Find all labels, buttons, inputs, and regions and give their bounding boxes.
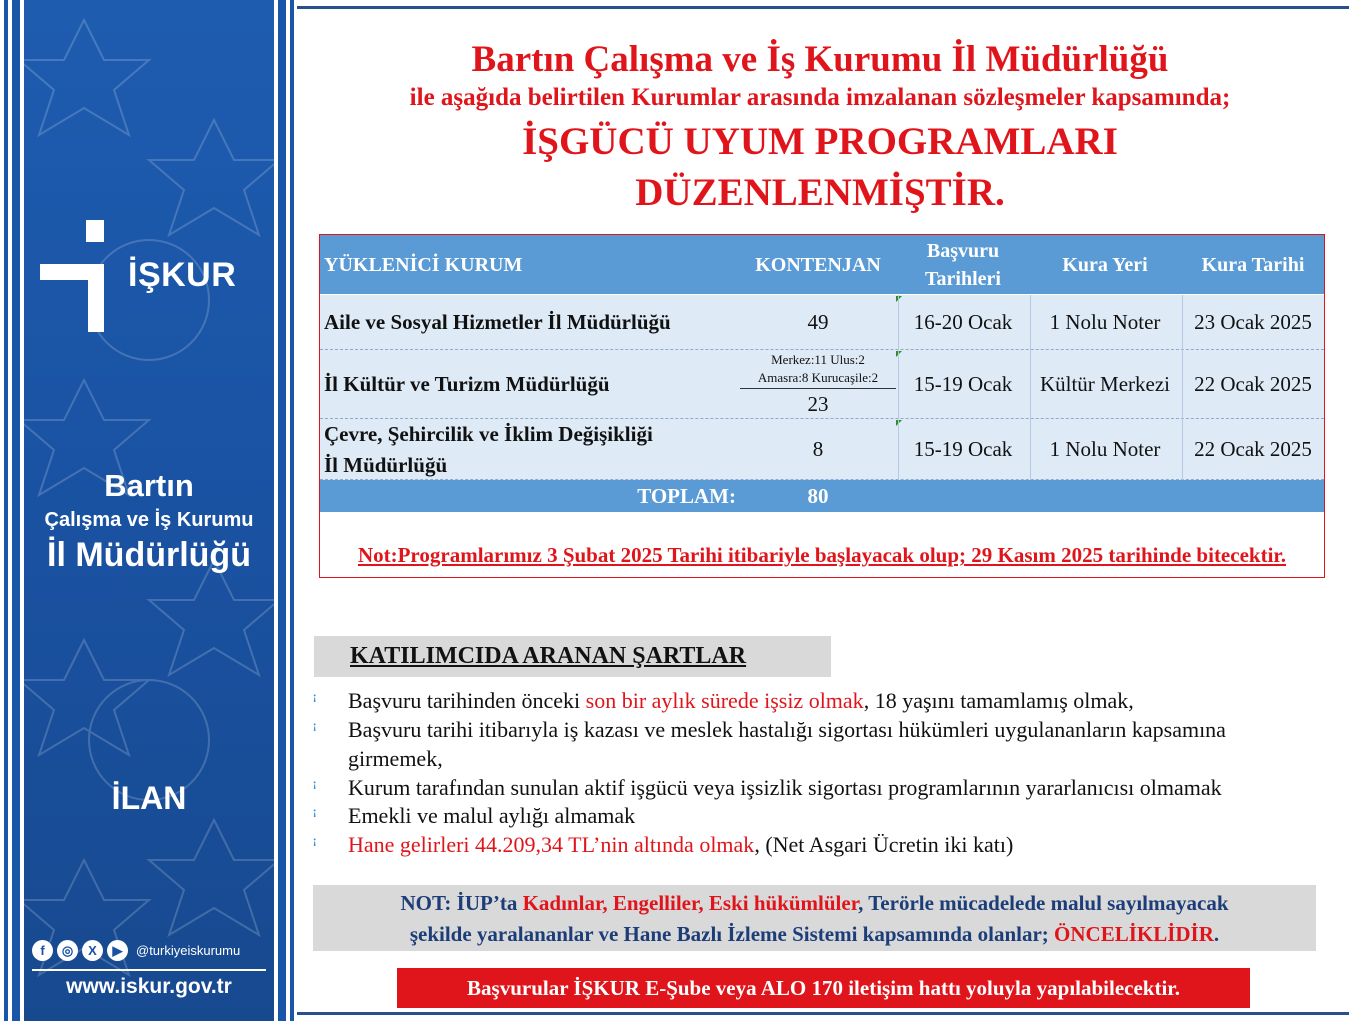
column-divider [1182,295,1183,480]
note-highlight: Kadınlar, Engelliler, Eski hükümlüler [522,891,859,915]
note-text: şekilde yaralananlar ve Hane Bazlı İzleme Sistemi kapsamında olanlar; [409,922,1055,946]
bullet-icon: ꜟ [312,721,318,738]
sidebar-ilan-label: İLAN [111,780,187,816]
note-text: . [1213,922,1220,946]
condition-highlight: Hane gelirleri 44.209,34 TL’nin altında olmak [348,832,755,857]
header-institution: Bartın Çalışma ve İş Kurumu İl Müdürlüğü [471,39,1169,80]
bullet-icon: ꜟ [312,836,318,853]
application-banner: Başvurular İŞKUR E-Şube veya ALO 170 iletişim hattı yoluyla yapılabilecektir. [397,968,1250,1008]
sidebar-title-institution: Çalışma ve İş Kurumu [44,509,254,531]
social-handle[interactable]: @turkiyeiskurumu [136,943,241,958]
sidebar-panel [24,0,274,1021]
sidebar-stripe [278,0,286,1021]
priority-note [313,885,1316,951]
cell-kurum-line: İl Müdürlüğü [324,452,448,477]
cell-kura-yeri: 1 Nolu Noter [1049,437,1161,461]
iskur-logo [40,218,270,336]
program-table [319,234,1325,578]
website-link[interactable]: www.iskur.gov.tr [66,975,232,998]
condition-item: Emekli ve malul aylığı almamak [348,803,636,828]
cell-kontenjan: 8 [812,437,824,461]
cell-kontenjan-detail: Merkez:11 Ulus:2 [771,352,865,367]
sidebar-stripe [4,0,8,1021]
cell-kontenjan-detail: Amasra:8 Kurucaşile:2 [757,370,879,385]
table-row [320,419,1324,480]
condition-item: Başvuru tarihi itibarıyla iş kazası ve meslek hastalığı sigortası hükümleri uygulananların kapsamına [348,717,1226,742]
condition-text: Başvuru tarihinden önceki [348,688,586,713]
cell-kurum [324,419,744,480]
cell-kontenjan: 49 [807,310,829,334]
header-program-title-2: DÜZENLENMİŞTİR. [635,171,1005,214]
iskur-logo-mark [40,218,130,336]
bullet-icon: ꜟ [312,692,318,709]
condition-item: Kurum tarafından sunulan aktif işgücü veya işsizlik sigortası programlarının yararlanıcısı olmamak [348,775,1222,800]
condition-item [348,832,1013,858]
cell-kura-yeri: Kültür Merkezi [1039,372,1171,396]
frame-bottom-border [297,1012,1349,1015]
x-icon[interactable]: X [82,940,103,961]
total-value: 80 [807,483,829,508]
header-program-title: İŞGÜCÜ UYUM PROGRAMLARI [522,120,1118,163]
column-divider [1030,295,1031,480]
cell-kurum: İl Kültür ve Turizm Müdürlüğü [324,372,610,397]
program-dates-note: Not:Programlarımız 3 Şubat 2025 Tarihi itibariyle başlayacak olup; 29 Kasım 2025 tarihinde bitecektir. [357,543,1287,567]
table-total-row [320,480,1324,512]
sidebar-banner [0,0,295,1021]
condition-item [348,688,1134,714]
column-divider [898,295,899,480]
sidebar-stripe [12,0,20,1021]
social-links [32,940,240,961]
priority-note-line [313,888,1316,919]
cell-comment-marker [896,296,902,302]
facebook-icon[interactable]: f [32,940,53,961]
frame-top-border [297,6,1349,9]
logo-text: İŞKUR [128,256,237,294]
conditions-title: KATILIMCIDA ARANAN ŞARTLAR [350,643,747,669]
conditions-header [314,636,831,677]
cell-kura-tarihi: 23 Ocak 2025 [1194,310,1312,334]
bullet-icon: ꜟ [312,779,318,796]
cell-kurum-line: Çevre, Şehircilik ve İklim Değişikliği [324,422,653,447]
cell-comment-marker [896,420,902,426]
condition-text: , (Net Asgari Ücretin iki katı) [754,832,1014,857]
cell-kura-yeri: 1 Nolu Noter [1049,310,1161,334]
table-row [320,350,1324,419]
cell-kurum: Aile ve Sosyal Hizmetler İl Müdürlüğü [324,310,671,335]
note-text: , Terörle mücadelede malul sayılmayacak [858,891,1229,915]
condition-highlight: son bir aylık sürede işsiz olmak [585,688,864,713]
cell-basvuru: 16-20 Ocak [913,310,1013,334]
condition-item-continued: girmemek, [348,746,443,771]
column-header-basvuru: Başvuru Tarihleri [925,239,1001,290]
cell-comment-marker [896,351,902,357]
cell-basvuru: 15-19 Ocak [913,372,1013,396]
column-header-kurum: YÜKLENİCİ KURUM [324,253,523,276]
sidebar-stripe [290,0,294,1021]
sidebar-title-city: Bartın [104,468,194,503]
sidebar-divider [32,969,266,971]
sidebar-title-directorate: İl Müdürlüğü [47,536,251,574]
kontenjan-underline [740,388,896,389]
cell-kura-tarihi: 22 Ocak 2025 [1194,372,1312,396]
cell-kontenjan: 23 [807,391,829,416]
column-header-kura-tarihi: Kura Tarihi [1201,253,1305,276]
note-text: NOT: İUP’ta [400,891,523,915]
cell-kura-tarihi: 22 Ocak 2025 [1194,437,1312,461]
condition-text: , 18 yaşını tamamlamış olmak, [863,688,1134,713]
column-header-kura-yeri: Kura Yeri [1062,253,1148,276]
youtube-icon[interactable]: ▶ [107,940,128,961]
note-highlight: ÖNCELİKLİDİR [1054,922,1214,946]
header-subtitle: ile aşağıda belirtilen Kurumlar arasında imzalanan sözleşmeler kapsamında; [409,84,1231,111]
instagram-icon[interactable]: ◎ [57,940,78,961]
column-header-kontenjan: KONTENJAN [755,253,881,276]
bullet-icon: ꜟ [312,807,318,824]
cell-basvuru: 15-19 Ocak [913,437,1013,461]
table-header-row [320,235,1324,294]
total-label: TOPLAM: [637,483,736,508]
table-row [320,295,1324,350]
priority-note-line [313,919,1316,950]
